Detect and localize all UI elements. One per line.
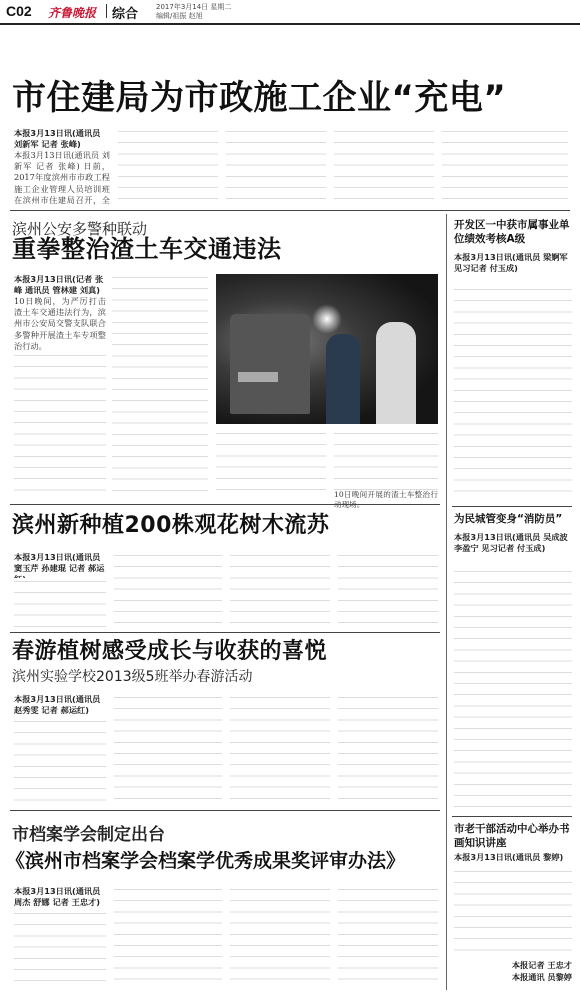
sidebar-item-2-body	[454, 568, 572, 808]
archive-headline: 《滨州市档案学会档案学优秀成果奖评审办法》	[6, 850, 406, 872]
lead-body-col-1	[14, 150, 110, 206]
archive-body-col-2	[114, 886, 222, 988]
traffic-photo-caption: 10日晚间开展的渣土车整治行	[334, 490, 438, 499]
page-code: C02	[6, 3, 32, 19]
trees-byline: 本报3月13日讯(通讯员 窦玉芹 孙建琨 记者 郝运	[14, 552, 105, 573]
sidebar-rule-2	[452, 816, 572, 817]
school-body-col-1	[14, 718, 106, 804]
school-rule	[10, 810, 440, 811]
school-body-col-3	[230, 694, 330, 804]
sidebar-item-3-title: 市老干部活动中心举办书画知识讲座	[454, 823, 570, 849]
traffic-body-col-3	[216, 430, 326, 498]
school-subheadline: 滨州实验学校2013级5班举办春游活动	[12, 669, 253, 685]
officer-1	[326, 334, 360, 424]
sidebar-item-3-sign-2: 本报通讯 员黎婷	[511, 972, 572, 982]
sidebar-item-3-body	[454, 868, 572, 956]
traffic-snippet: 10日晚间，为严厉打击渣土车交通违法行为，滨州市公安局交警支队联合多警种开展渣土车专项整治行动。	[14, 296, 106, 351]
lead-body-col-3	[226, 128, 326, 206]
traffic-body-col-1	[14, 296, 106, 498]
lead-body-col-4	[334, 128, 434, 206]
page-editor: 编辑/祖振 赵旭	[156, 12, 203, 20]
trees-headline: 滨州新种植200株观花树木流苏	[12, 513, 330, 538]
page-header	[0, 0, 580, 22]
school-body-col-2	[114, 694, 222, 804]
archive-body-col-4	[338, 886, 438, 988]
header-divider	[106, 4, 107, 18]
trees-rule	[10, 632, 440, 633]
school-byline: 本报3月13日讯(通讯员 赵秀雯 记者 郝运红)	[14, 694, 101, 715]
traffic-byline: 本报3月13日讯(记者 张峰 通讯员 管林建 刘真)	[14, 274, 104, 295]
sidebar-item-1-body	[454, 286, 572, 500]
sidebar-item-3-byline: 本报3月13日讯(通讯员 黎婷)	[454, 852, 564, 862]
truck-grille-lettering	[238, 372, 278, 382]
sidebar-divider	[446, 214, 447, 990]
traffic-photo	[216, 274, 438, 424]
lead-headline: 市住建局为市政施工企业“充电”	[12, 78, 507, 118]
lead-body-col-5	[442, 128, 568, 206]
section-name: 综合	[112, 7, 139, 22]
trees-body-col-3	[230, 552, 330, 628]
traffic-body-col-4	[334, 430, 438, 490]
flashlight-glow	[312, 304, 342, 334]
archive-byline: 本报3月13日讯(通讯员 周杰 舒娜 记者 王忠才)	[14, 886, 101, 907]
issue-date: 2017年3月14日 星期二	[156, 3, 232, 11]
school-headline: 春游植树感受成长与收获的喜悦	[12, 639, 328, 664]
trees-body-col-4	[338, 552, 438, 628]
sidebar-item-1-title: 开发区一中获市属事业单位绩效考核A级	[454, 219, 570, 245]
sidebar-item-2-title: 为民城管变身“消防员”	[454, 513, 563, 525]
sidebar-item-2-byline: 本报3月13日讯(通讯员 吴成波 李盈宁 见习记者 付玉成)	[454, 532, 568, 553]
trees-body-col-1	[14, 578, 106, 628]
lead-rule	[10, 210, 570, 211]
traffic-kicker: 滨州公安多警种联动	[12, 220, 148, 238]
archive-body-col-1	[14, 910, 106, 988]
paper-logo: 齐鲁晚报	[48, 6, 97, 20]
lead-body-col-2	[118, 128, 218, 206]
archive-body-col-3	[230, 886, 330, 988]
officer-2	[376, 322, 416, 424]
school-body-col-4	[338, 694, 438, 804]
sidebar-rule-1	[452, 506, 572, 507]
sidebar-item-1-byline: 本报3月13日讯(通讯员 梁婀军 见习记者 付玉成)	[454, 252, 568, 273]
sidebar-item-3-sign-1: 本报记者 王忠才	[511, 960, 572, 970]
truck-silhouette	[230, 314, 310, 414]
lead-snippet: 本报3月13日讯(通讯员 刘新军 记者 张峰) 日前，2017年度滨州市市政工程施工企业管理人员培训班在滨州市住建局召开，全	[14, 150, 110, 205]
header-rule	[0, 23, 580, 25]
traffic-body-col-2	[112, 274, 208, 498]
lead-byline: 本报3月13日讯(通讯员 刘新军 记者 张峰)	[14, 128, 101, 149]
traffic-rule	[10, 504, 440, 505]
trees-body-col-2	[114, 552, 222, 628]
archive-kicker: 市档案学会制定出台	[12, 825, 165, 845]
traffic-headline: 重拳整治渣土车交通违法	[12, 235, 282, 263]
